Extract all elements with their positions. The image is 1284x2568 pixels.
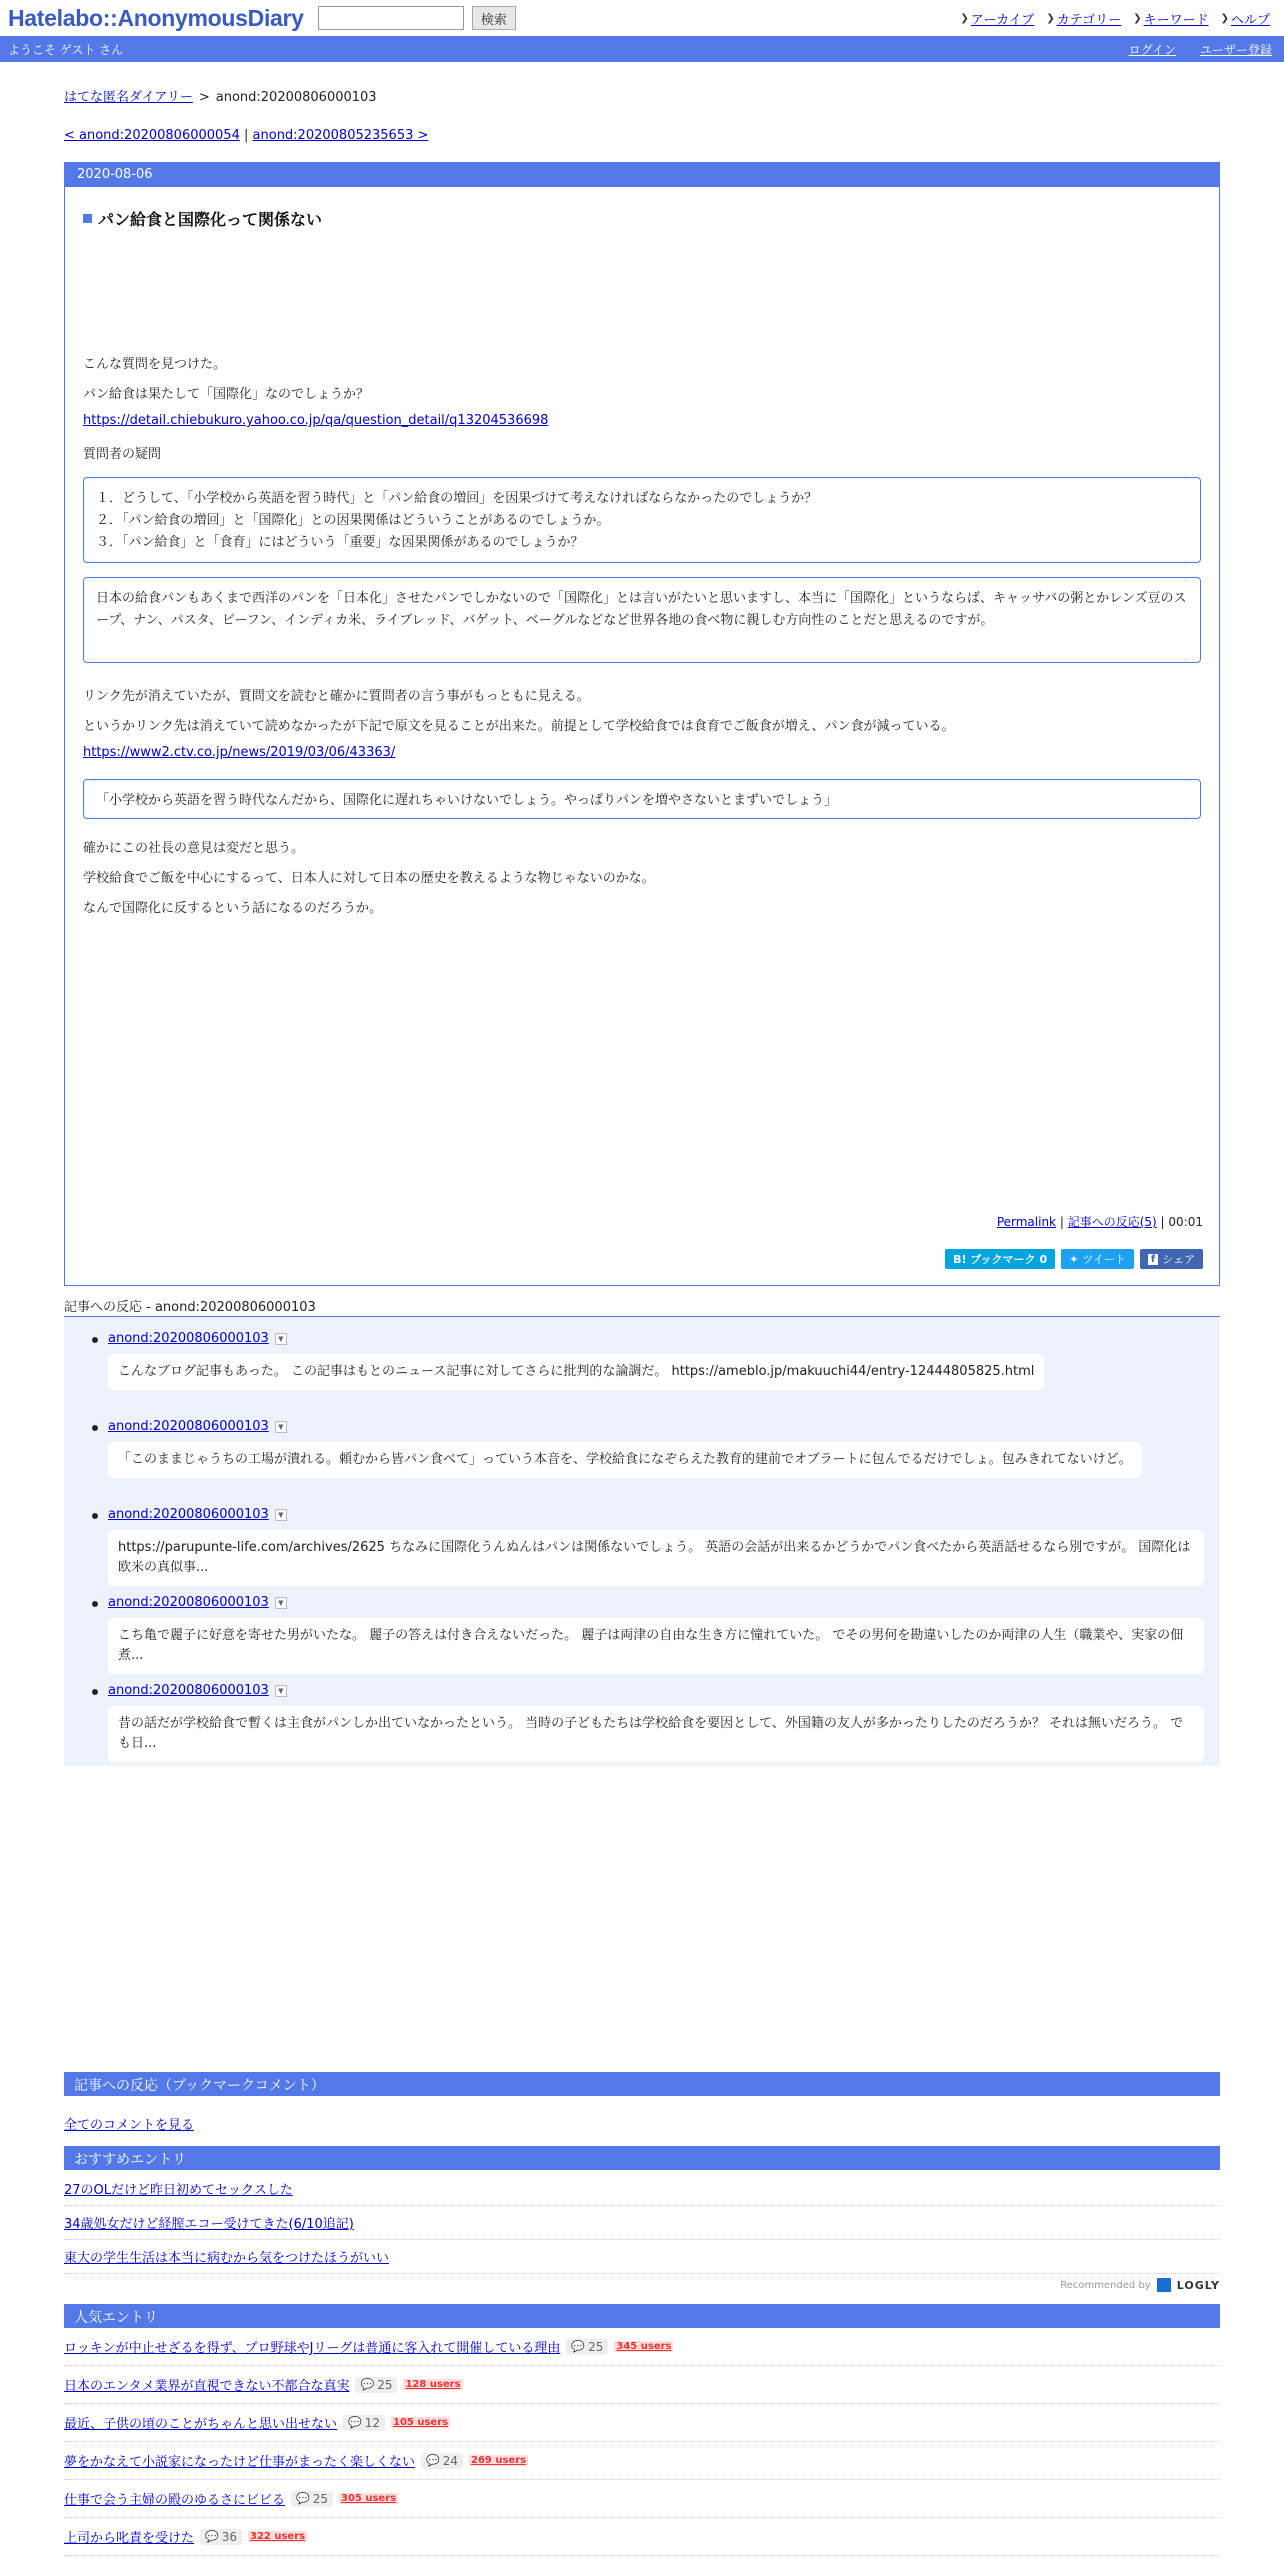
reaction-excerpt: 昔の話だが学校給食で暫くは主食がパンしか出ていなかったという。 当時の子どもたちは学校給食を要因として、外国籍の友人が多かったりしたのだろうか？ それは無いだろう。 でも日... <box>108 1706 1204 1762</box>
bookmark-users-badge[interactable]: 105 users <box>393 2417 449 2428</box>
comment-count[interactable] <box>355 2377 397 2393</box>
reaction-excerpt: 「このままじゃうちの工場が潰れる。頼むから皆パン食べて」っていう本音を、学校給食になぞらえた教育的建前でオブラートに包んでるだけでしょ。包みきれてないけど。 <box>108 1442 1142 1478</box>
popular-entry <box>64 2366 1220 2404</box>
popular-link[interactable]: ロッキンが中止せざるを得ず、プロ野球やJリーグは普通に客入れて開催している理由 <box>64 2341 561 2356</box>
reaction-excerpt: こち亀で麗子に好意を寄せた男がいたな。 麗子の答えは付き合えないだった。 麗子は両津の自由な生き方に憧れていた。 でその男何を勘違いしたのか両津の人生（職業や、実家の佃煮... <box>108 1618 1204 1674</box>
nav-help-link[interactable]: ヘルプ <box>1230 13 1270 28</box>
footer-separator: | <box>1059 1215 1064 1229</box>
reaction-item <box>108 1507 1204 1586</box>
comment-count-value: 36 <box>221 2529 237 2544</box>
reaction-link[interactable]: anond:20200806000103 <box>108 1595 269 1610</box>
list-bullet <box>92 1601 98 1607</box>
prev-entry-link[interactable]: < anond:20200806000054 <box>64 128 240 143</box>
reaction-link[interactable]: anond:20200806000103 <box>108 1507 269 1522</box>
title-square-icon[interactable] <box>83 214 92 223</box>
nav-help[interactable] <box>1221 9 1270 28</box>
comment-count-value: 25 <box>312 2491 328 2506</box>
reaction-link[interactable]: anond:20200806000103 <box>108 1419 269 1434</box>
nav-category[interactable] <box>1046 9 1121 28</box>
nav-arrow-icon: ❯ <box>1133 13 1142 24</box>
popular-link[interactable]: 日本のエンタメ業界が直視できない不都合な真実 <box>64 2379 350 2394</box>
reaction-excerpt: こんなブログ記事もあった。 この記事はもとのニュース記事に対してさらに批判的な論調だ。 https://ameblo.jp/makuuchi44/entry-12444805825.html <box>108 1354 1044 1390</box>
recommended-link[interactable]: 34歳処女だけど経膣エコー受けてきた(6/10追記) <box>64 2217 354 2232</box>
comment-bubble-icon: 💬 <box>571 2340 586 2353</box>
nav-arrow-icon: ❯ <box>1046 13 1055 24</box>
search-button[interactable]: 検索 <box>472 6 516 30</box>
top-header <box>0 0 1284 36</box>
comment-bubble-icon: 💬 <box>296 2492 310 2505</box>
popular-entry <box>64 2518 1220 2556</box>
question-item: ２．「パン給食の増回」と「国際化」との因果関係はどういうことがあるのでしょうか。 <box>96 513 610 528</box>
site-logo[interactable]: Hatelabo::AnonymousDiary <box>8 4 304 31</box>
breadcrumb-separator: > <box>198 90 210 105</box>
comment-count-value: 24 <box>442 2453 458 2468</box>
recommended-entry <box>64 2206 1220 2240</box>
list-bullet <box>92 1689 98 1695</box>
recommended-header: おすすめエントリ <box>64 2146 1220 2170</box>
popular-link[interactable]: 夢をかなえて小説家になったけど仕事がまったく楽しくない <box>64 2455 416 2470</box>
reaction-excerpt: https://parupunte-life.com/archives/2625 ちなみに国際化うんぬんはパンは関係ないでしょう。 英語の会話が出来るかどうかでパン食べたから英語話せるなら別ですが。 国際化は欧米の真似事... <box>108 1530 1204 1586</box>
hatena-bookmark-label: B! ブックマーク <box>953 1253 1036 1266</box>
reaction-link[interactable]: anond:20200806000103 <box>108 1331 269 1346</box>
article-paragraph: こんな質問を見つけた。 <box>83 357 227 372</box>
article-paragraph: パン給食は果たして「国際化」なのでしょうか？ <box>83 387 370 402</box>
bookmark-users-badge[interactable]: 269 users <box>471 2455 527 2466</box>
share-buttons <box>945 1249 1203 1269</box>
nav-arrow-icon: ❯ <box>1220 13 1229 24</box>
nav-keyword-link[interactable]: キーワード <box>1143 13 1209 28</box>
bookmark-users-badge[interactable]: 322 users <box>250 2531 306 2542</box>
reactions-list <box>64 1316 1220 1766</box>
popular-entry <box>64 2442 1220 2480</box>
comment-count-value: 25 <box>377 2377 393 2392</box>
popular-entry <box>64 2404 1220 2442</box>
login-link[interactable]: ログイン <box>1128 42 1176 57</box>
user-bar <box>0 36 1284 62</box>
article-paragraph: リンク先が消えていたが、質問文を読むと確かに質問者の言う事がもっともに見える。 <box>83 689 590 704</box>
article-paragraph: 学校給食でご飯を中心にするって、日本人に対して日本の歴史を教えるような物じゃないのかな。 <box>83 871 655 886</box>
question-blockquote <box>83 477 1201 563</box>
user-bar-links <box>1129 41 1276 58</box>
article <box>64 162 1220 1286</box>
reaction-item <box>108 1331 1204 1390</box>
bookmark-users-badge[interactable]: 305 users <box>341 2493 397 2504</box>
reaction-item <box>108 1419 1204 1478</box>
ctv-news-link[interactable]: https://www2.ctv.co.jp/news/2019/03/06/43363/ <box>83 745 396 760</box>
question-item: １．どうして、「小学校から英語を習う時代」と「パン給食の増回」を因果づけて考えなければならなかったのでしょうか？ <box>96 491 818 506</box>
comment-bubble-icon: 💬 <box>205 2530 219 2543</box>
comment-bubble-icon: 💬 <box>426 2454 440 2467</box>
article-paragraph: 確かにこの社長の意見は変だと思う。 <box>83 841 305 856</box>
prev-next-nav <box>64 128 428 143</box>
article-paragraph: なんで国際化に反するという話になるのだろうか。 <box>83 901 383 916</box>
answer-blockquote: 日本の給食パンもあくまで西洋のパンを「日本化」させたパンでしかないので「国際化」とは言いがたいと思いますし、本当に「国際化」というならば、キャッサバの粥とかレンズ豆のスープ、ナン、パスタ、ビーフン、インディカ米、ライブレッド、バゲット、ベーグルなどなど世界各地の食べ物に親しむ方向性のことだと思えるのですが。 <box>83 577 1201 663</box>
list-bullet <box>92 1513 98 1519</box>
reaction-item <box>108 1595 1204 1674</box>
comment-bubble-icon: 💬 <box>348 2416 362 2429</box>
facebook-icon: f <box>1148 1254 1158 1265</box>
comment-count[interactable] <box>200 2529 242 2545</box>
dropdown-icon[interactable]: ▼ <box>275 1597 287 1609</box>
question-item: ３．「パン給食」と「食育」にはどういう「重要」な因果関係があるのでしょうか？ <box>96 535 584 550</box>
popular-link[interactable]: 最近、子供の頃のことがちゃんと思い出せない <box>64 2417 338 2432</box>
quote-blockquote: 「小学校から英語を習う時代なんだから、国際化に遅れちゃいけないでしょう。やっぱりパンを増やさないとまずいでしょう」 <box>83 779 1201 819</box>
comment-count[interactable] <box>566 2339 608 2355</box>
logly-logo-icon <box>1157 2278 1171 2292</box>
breadcrumb-root[interactable]: はてな匿名ダイアリー <box>64 90 193 105</box>
popular-link[interactable]: 上司から叱責を受けた <box>64 2531 195 2546</box>
comment-count-value: 12 <box>364 2415 380 2430</box>
tweet-label: ツイート <box>1082 1253 1126 1266</box>
next-entry-link[interactable]: anond:20200805235653 > <box>252 128 429 143</box>
recommended-entry <box>64 2240 1220 2274</box>
nav-archive[interactable] <box>960 9 1034 28</box>
top-nav <box>960 9 1270 28</box>
article-paragraph: 質問者の疑問 <box>83 447 162 462</box>
breadcrumb <box>64 86 377 105</box>
bookmark-users-badge[interactable]: 345 users <box>616 2341 672 2352</box>
recommended-link[interactable]: 東大の学生生活は本当に病むから気をつけたほうがいい <box>64 2251 390 2266</box>
hatena-bookmark-count: 0 <box>1039 1252 1048 1266</box>
comment-count[interactable] <box>421 2453 463 2469</box>
facebook-share-button[interactable] <box>1140 1249 1203 1269</box>
popular-link[interactable]: 仕事で会う主婦の殿のゆるさにビビる <box>64 2493 286 2508</box>
register-link[interactable]: ユーザー登録 <box>1199 42 1272 57</box>
article-paragraph: というかリンク先は消えていて読めなかったが下記で原文を見ることが出来た。前提として学校給食では食育でご飯食が増え、パン食が減っている。 <box>83 719 955 734</box>
comment-bubble-icon: 💬 <box>360 2378 375 2391</box>
reactions-link[interactable]: 記事への反応(5) <box>1067 1215 1157 1229</box>
logly-brand: LOGLY <box>1176 2278 1220 2292</box>
breadcrumb-current: anond:20200806000103 <box>215 90 377 105</box>
bookmark-comments-header: 記事への反応（ブックマークコメント） <box>64 2072 1220 2096</box>
chiebukuro-link[interactable]: https://detail.chiebukuro.yahoo.co.jp/qa/question_detail/q13204536698 <box>83 413 549 428</box>
nav-category-link[interactable]: カテゴリー <box>1056 13 1122 28</box>
recommended-entry <box>64 2172 1220 2206</box>
comment-count[interactable] <box>343 2415 385 2431</box>
nav-arrow-icon: ❯ <box>960 13 969 24</box>
popular-entry <box>64 2480 1220 2518</box>
article-title <box>83 207 322 230</box>
prev-next-separator: | <box>244 128 249 143</box>
recommended-link[interactable]: 27のOLだけど昨日初めてセックスした <box>64 2183 293 2198</box>
reactions-heading: 記事への反応 - anond:20200806000103 <box>64 1300 316 1315</box>
hatena-bookmark-button[interactable] <box>945 1249 1055 1269</box>
tweet-button[interactable] <box>1061 1249 1134 1269</box>
reaction-item <box>108 1683 1204 1762</box>
dropdown-icon[interactable]: ▼ <box>275 1685 287 1697</box>
dropdown-icon[interactable]: ▼ <box>275 1421 287 1433</box>
popular-entry <box>64 2328 1220 2366</box>
permalink[interactable]: Permalink <box>996 1215 1057 1229</box>
all-comments-link[interactable]: 全てのコメントを見る <box>64 2118 195 2133</box>
list-bullet <box>92 1337 98 1343</box>
post-time: | 00:01 <box>1160 1215 1203 1229</box>
recommended-by-text: Recommended by <box>1060 2279 1151 2291</box>
article-footer <box>997 1213 1203 1230</box>
reaction-link[interactable]: anond:20200806000103 <box>108 1683 269 1698</box>
welcome-text: ようこそ ゲスト さん <box>8 42 124 57</box>
nav-keyword[interactable] <box>1133 9 1208 28</box>
logly-credit[interactable] <box>1060 2278 1220 2292</box>
list-bullet <box>92 1425 98 1431</box>
search-input[interactable] <box>318 6 464 30</box>
comment-count-value: 25 <box>588 2339 604 2354</box>
facebook-share-label: シェア <box>1162 1253 1195 1266</box>
popular-header: 人気エントリ <box>64 2304 1220 2328</box>
dropdown-icon[interactable]: ▼ <box>275 1333 287 1345</box>
comment-count[interactable] <box>291 2491 333 2507</box>
bookmark-users-badge[interactable]: 128 users <box>405 2379 461 2390</box>
article-date: 2020-08-06 <box>65 163 1219 187</box>
article-title-text: パン給食と国際化って関係ない <box>98 210 323 229</box>
nav-archive-link[interactable]: アーカイブ <box>970 13 1035 28</box>
dropdown-icon[interactable]: ▼ <box>275 1509 287 1521</box>
twitter-icon: ✦ <box>1069 1252 1079 1266</box>
